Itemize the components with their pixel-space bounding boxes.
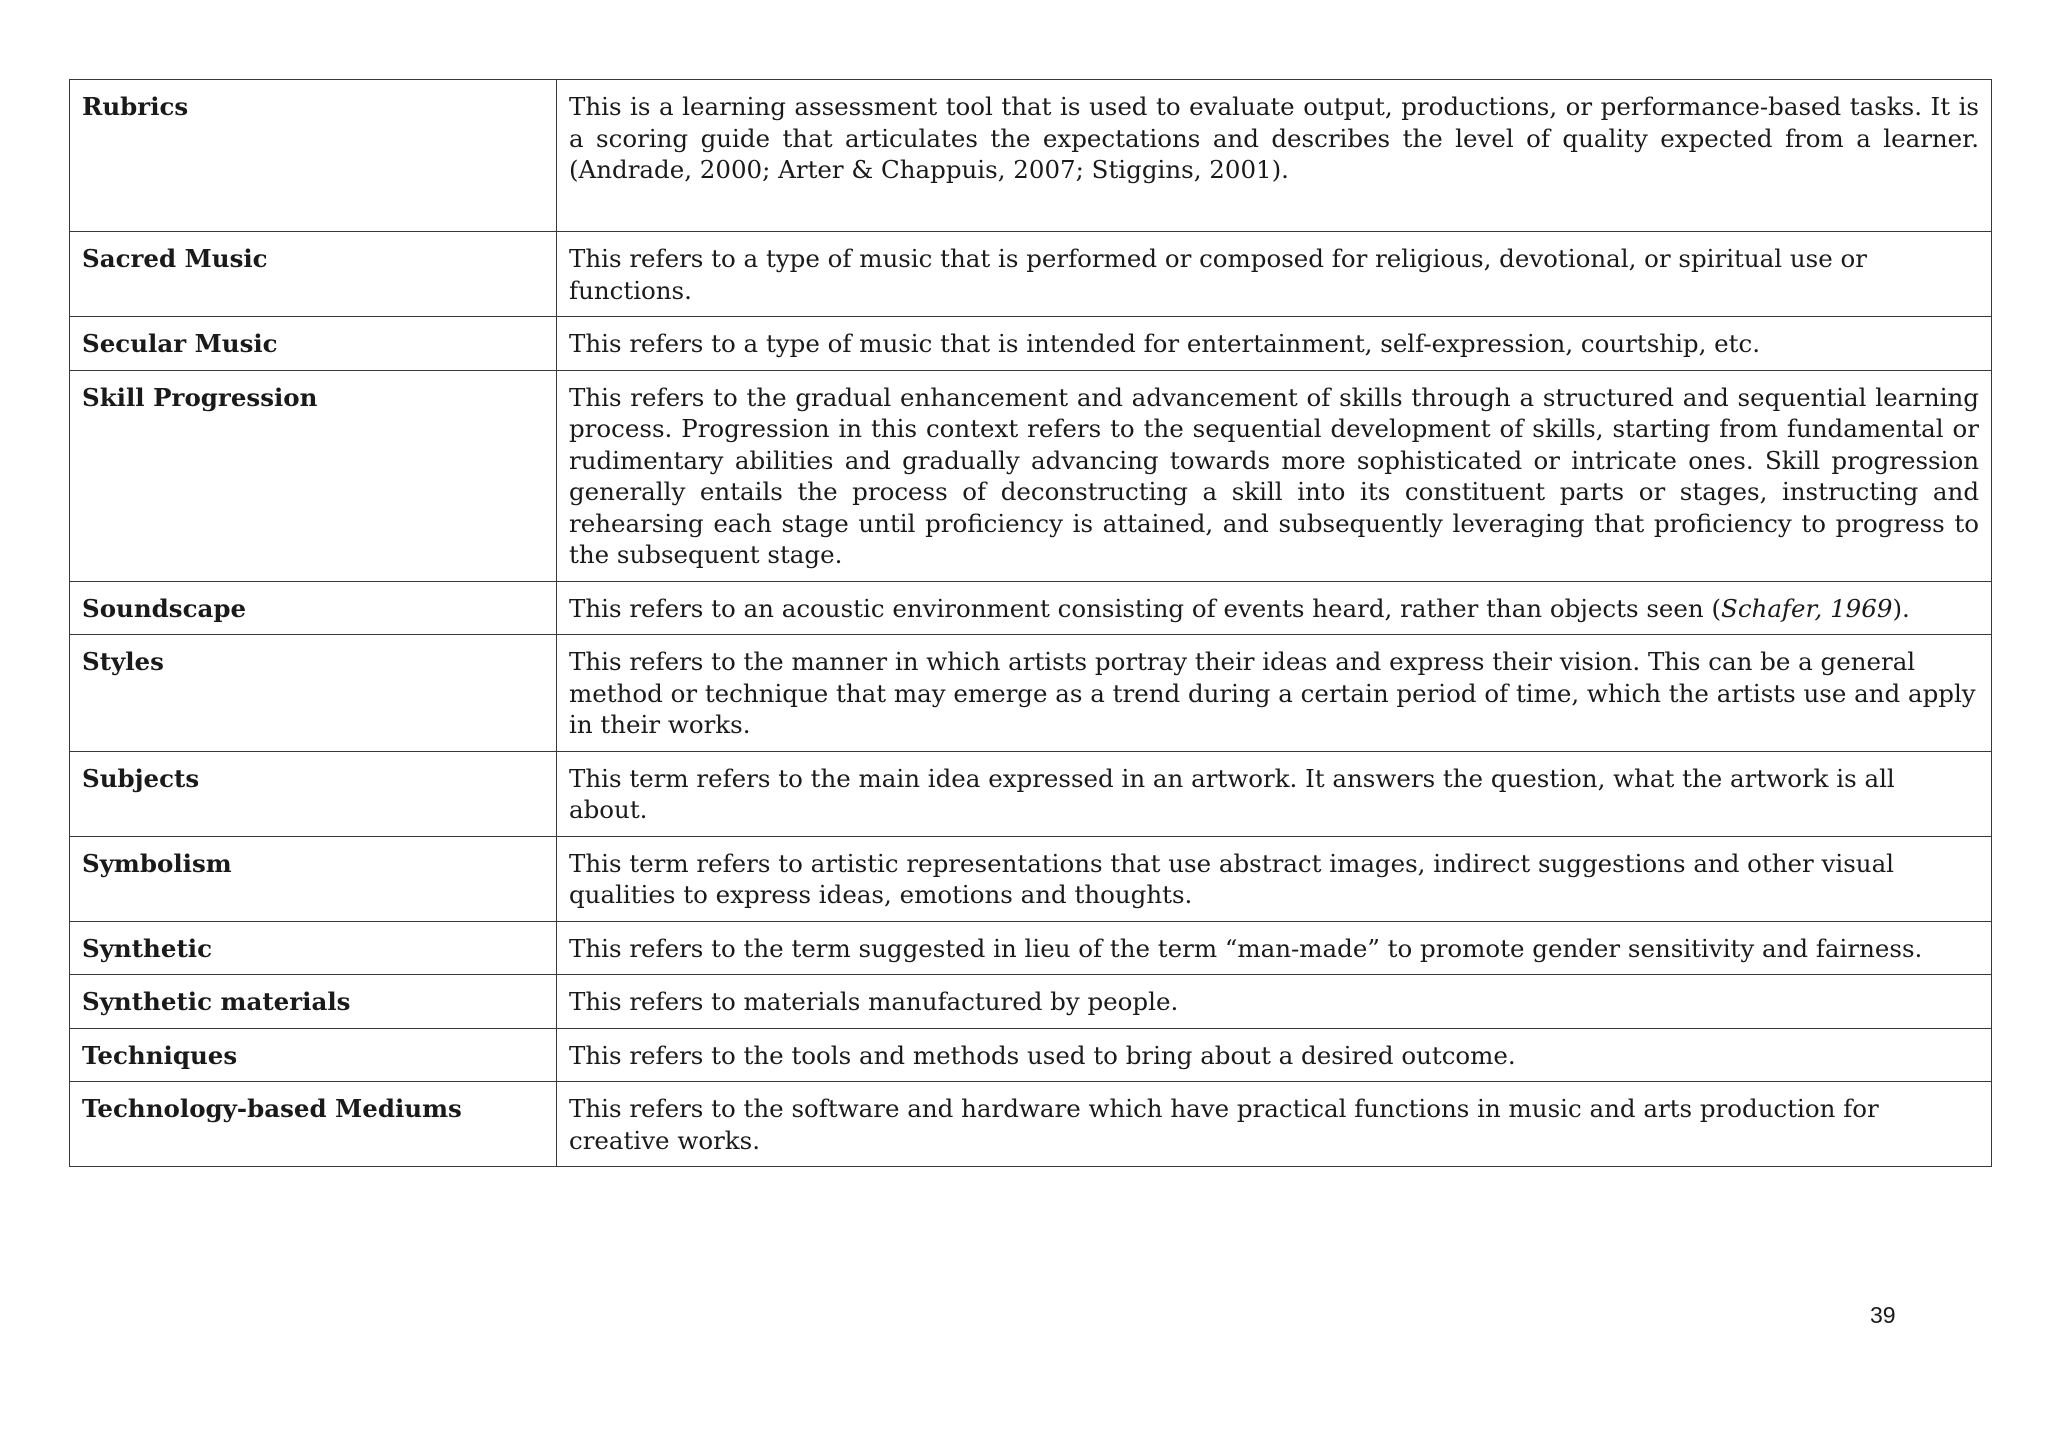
table-row (70, 80, 1992, 232)
table-row (70, 317, 1992, 371)
definition-cell: This refers to materials manufactured by people. (557, 975, 1992, 1029)
definition-cell: This refers to the manner in which artists portray their ideas and express their vision. This can be a general method or technique that may emerge as a trend during a certain period of time, which the artists use and apply in their works. (557, 635, 1992, 752)
definition-text-end: ). (1892, 593, 1910, 623)
term-cell: Subjects (70, 751, 557, 836)
table-row (70, 975, 1992, 1029)
table-row (70, 1082, 1992, 1167)
term-cell: Styles (70, 635, 557, 752)
term-cell: Rubrics (70, 80, 557, 232)
glossary-table (69, 79, 1992, 1167)
definition-cell: This refers to the tools and methods used to bring about a desired outcome. (557, 1028, 1992, 1082)
page-number: 39 (1870, 1302, 1896, 1328)
definition-cell: This refers to the software and hardware which have practical functions in music and arts production for creative works. (557, 1082, 1992, 1167)
definition-cell (557, 581, 1992, 635)
term-cell: Skill Progression (70, 370, 557, 581)
term-cell: Synthetic materials (70, 975, 557, 1029)
definition-text: This refers to an acoustic environment consisting of events heard, rather than objects seen ( (569, 593, 1722, 623)
definition-cell: This term refers to artistic representations that use abstract images, indirect suggestions and other visual qualities to express ideas, emotions and thoughts. (557, 836, 1992, 921)
term-cell: Soundscape (70, 581, 557, 635)
definition-cell: This refers to a type of music that is intended for entertainment, self-expression, courtship, etc. (557, 317, 1992, 371)
term-cell: Sacred Music (70, 232, 557, 317)
definition-cell: This is a learning assessment tool that is used to evaluate output, productions, or performance-based tasks. It is a scoring guide that articulates the expectations and describes the level of quality expected from a learner. (Andrade, 2000; Arter & Chappuis, 2007; Stiggins, 2001). (557, 80, 1992, 232)
table-row (70, 1028, 1992, 1082)
definition-cell: This refers to the term suggested in lieu of the term “man-made” to promote gender sensitivity and fairness. (557, 921, 1992, 975)
citation: Schafer, 1969 (1721, 593, 1893, 623)
definition-cell: This refers to a type of music that is performed or composed for religious, devotional, or spiritual use or functions. (557, 232, 1992, 317)
table-row (70, 921, 1992, 975)
term-cell: Symbolism (70, 836, 557, 921)
table-row (70, 581, 1992, 635)
table-row (70, 232, 1992, 317)
table-row (70, 751, 1992, 836)
term-cell: Technology-based Mediums (70, 1082, 557, 1167)
term-cell: Synthetic (70, 921, 557, 975)
term-cell: Secular Music (70, 317, 557, 371)
table-row (70, 836, 1992, 921)
definition-cell: This refers to the gradual enhancement and advancement of skills through a structured and sequential learning process. Progression in this context refers to the sequential development of skills, starting from fundamental or rudimentary abilities and gradually advancing towards more sophisticated or intricate ones. Skill progression generally entails the process of deconstructing a skill into its constituent parts or stages, instructing and rehearsing each stage until proficiency is attained, and subsequently leveraging that proficiency to progress to the subsequent stage. (557, 370, 1992, 581)
table-row (70, 635, 1992, 752)
term-cell: Techniques (70, 1028, 557, 1082)
table-row (70, 370, 1992, 581)
definition-cell: This term refers to the main idea expressed in an artwork. It answers the question, what the artwork is all about. (557, 751, 1992, 836)
